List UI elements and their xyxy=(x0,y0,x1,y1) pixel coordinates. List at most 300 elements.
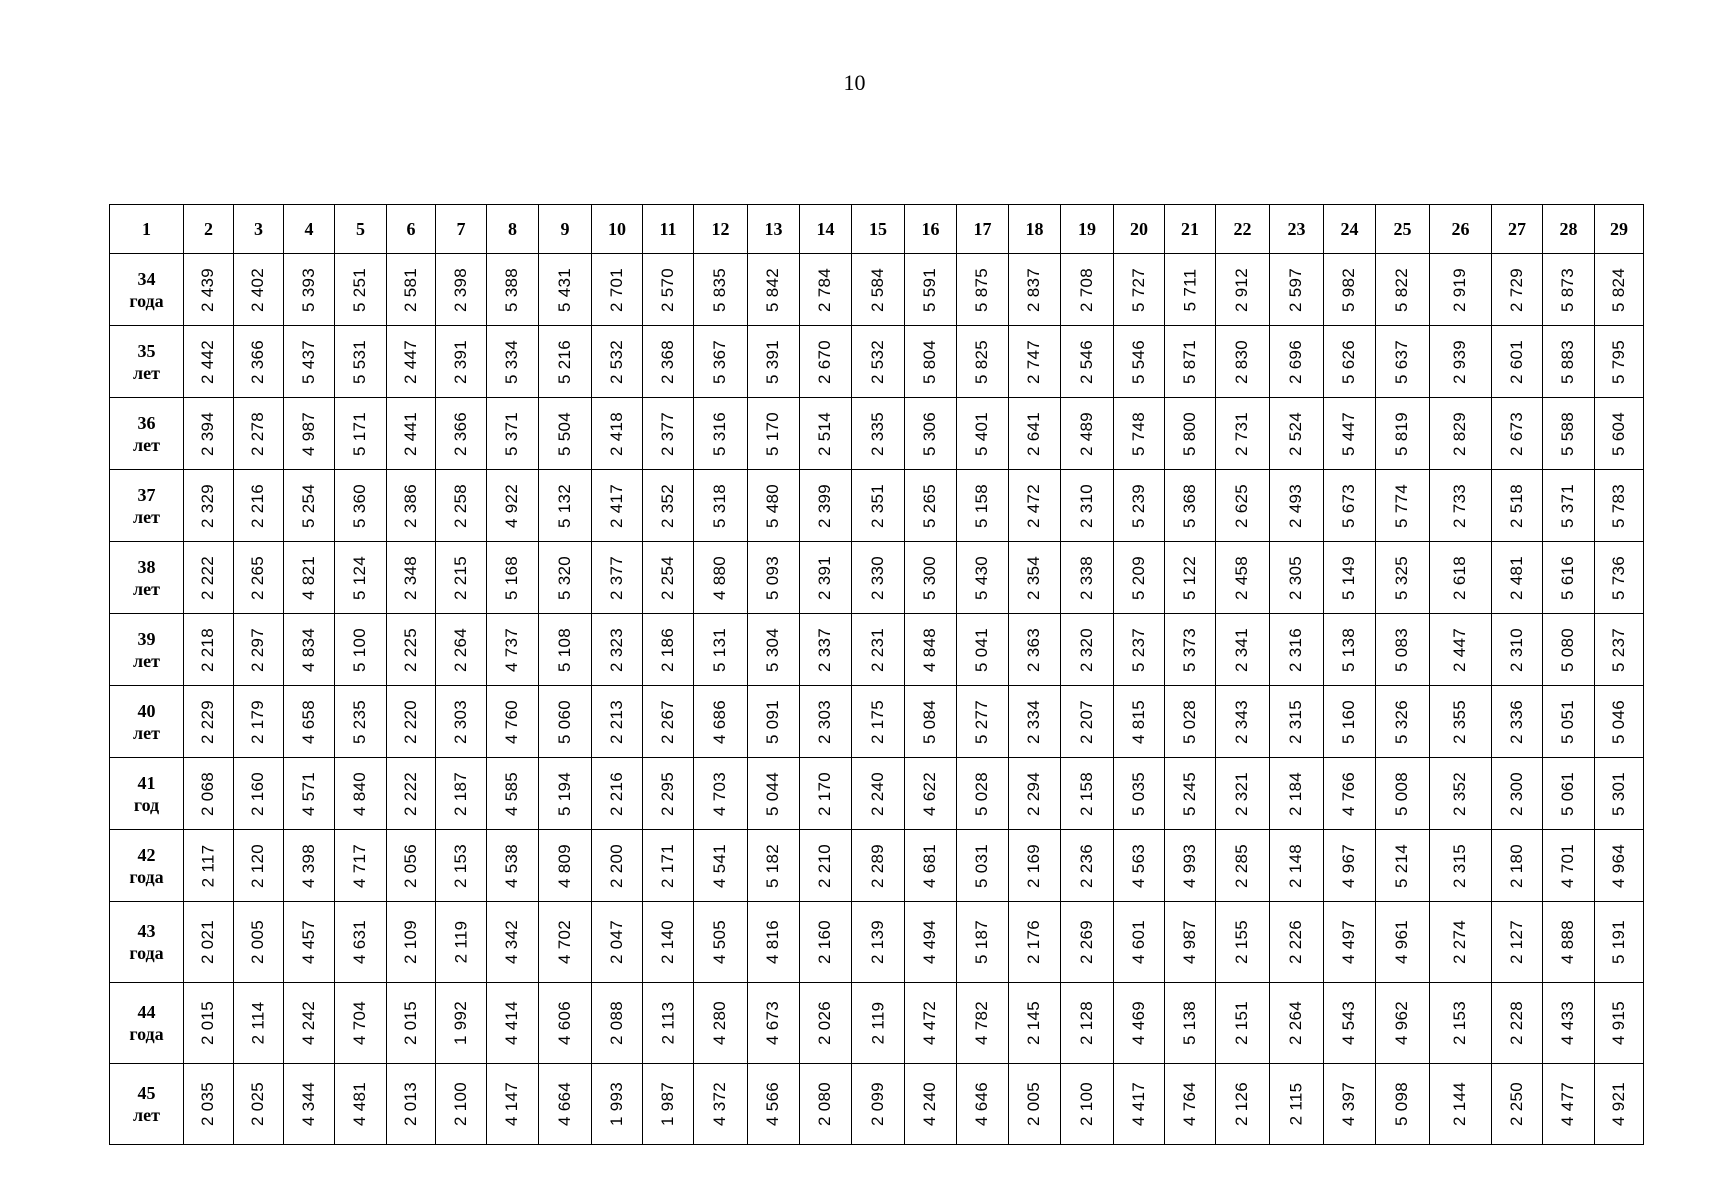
cell-value: 2 294 xyxy=(1024,771,1044,816)
cell-value: 2 126 xyxy=(1232,1081,1252,1127)
age-unit: года xyxy=(129,943,164,963)
cell-value: 2 581 xyxy=(400,267,420,312)
cell-value: 4 704 xyxy=(350,1000,370,1046)
table-cell xyxy=(1270,614,1324,686)
table-cell xyxy=(1430,542,1492,614)
table-cell xyxy=(335,686,387,758)
table-cell xyxy=(1114,902,1165,983)
table-cell xyxy=(1165,326,1216,398)
cell-value: 2 729 xyxy=(1506,267,1526,312)
cell-value: 4 397 xyxy=(1339,1081,1359,1127)
table-cell xyxy=(284,470,335,542)
age-label xyxy=(110,902,184,983)
table-cell xyxy=(1009,398,1061,470)
cell-value: 2 673 xyxy=(1506,411,1526,456)
column-header: 5 xyxy=(335,205,387,254)
cell-value: 4 571 xyxy=(298,771,318,816)
cell-value: 1 987 xyxy=(657,1081,677,1127)
table-cell xyxy=(1595,902,1644,983)
cell-value: 2 258 xyxy=(450,483,470,528)
table-cell xyxy=(1595,614,1644,686)
table-cell xyxy=(1595,398,1644,470)
column-header: 17 xyxy=(957,205,1009,254)
table-cell xyxy=(1430,830,1492,902)
cell-value: 2 200 xyxy=(606,843,626,888)
cell-value: 5 131 xyxy=(710,627,730,672)
table-cell xyxy=(905,398,957,470)
table-cell xyxy=(852,542,905,614)
table-cell xyxy=(1492,830,1543,902)
column-header: 20 xyxy=(1114,205,1165,254)
table-cell xyxy=(852,830,905,902)
cell-value: 4 816 xyxy=(763,919,783,965)
column-header: 9 xyxy=(539,205,592,254)
cell-value: 5 028 xyxy=(1179,699,1199,744)
table-cell xyxy=(1492,1064,1543,1145)
column-header: 16 xyxy=(905,205,957,254)
table-cell xyxy=(1324,686,1376,758)
cell-value: 4 717 xyxy=(350,843,370,888)
table-cell xyxy=(1061,830,1114,902)
cell-value: 2 100 xyxy=(450,1081,470,1127)
table-cell xyxy=(1114,326,1165,398)
table-cell xyxy=(1376,254,1430,326)
cell-value: 5 265 xyxy=(920,483,940,528)
cell-value: 5 093 xyxy=(763,555,783,600)
table-cell xyxy=(1376,983,1430,1064)
cell-value: 5 300 xyxy=(920,555,940,600)
cell-value: 5 060 xyxy=(554,699,574,744)
cell-value: 2 303 xyxy=(815,699,835,744)
table-cell xyxy=(1543,686,1595,758)
cell-value: 2 119 xyxy=(868,1001,887,1045)
cell-value: 4 543 xyxy=(1339,1000,1359,1046)
table-cell xyxy=(1492,326,1543,398)
cell-value: 2 021 xyxy=(198,919,218,965)
table-cell xyxy=(1165,470,1216,542)
table-cell xyxy=(957,398,1009,470)
cell-value: 2 231 xyxy=(867,627,887,672)
table-row xyxy=(110,326,1644,398)
table-cell xyxy=(905,686,957,758)
table-cell xyxy=(957,470,1009,542)
cell-value: 5 673 xyxy=(1339,483,1359,528)
cell-value: 2 784 xyxy=(815,267,835,312)
cell-value: 5 774 xyxy=(1392,483,1412,528)
table-row xyxy=(110,542,1644,614)
cell-value: 2 363 xyxy=(1024,627,1044,672)
cell-value: 2 305 xyxy=(1286,555,1306,600)
cell-value: 2 171 xyxy=(657,843,677,888)
cell-value: 4 915 xyxy=(1608,1000,1628,1046)
cell-value: 2 481 xyxy=(1506,555,1526,600)
table-cell xyxy=(539,686,592,758)
cell-value: 5 035 xyxy=(1128,771,1148,816)
column-header: 24 xyxy=(1324,205,1376,254)
cell-value: 5 214 xyxy=(1392,843,1412,888)
age-label xyxy=(110,398,184,470)
table-cell xyxy=(1165,686,1216,758)
table-cell xyxy=(1543,1064,1595,1145)
cell-value: 5 187 xyxy=(972,919,992,965)
cell-value: 2 295 xyxy=(657,771,677,816)
cell-value: 5 191 xyxy=(1608,919,1628,965)
table-cell xyxy=(1376,1064,1430,1145)
table-cell xyxy=(387,983,436,1064)
table-cell xyxy=(1009,758,1061,830)
table-cell xyxy=(905,254,957,326)
table-cell xyxy=(1492,686,1543,758)
cell-value: 5 132 xyxy=(554,483,574,528)
cell-value: 4 240 xyxy=(920,1081,940,1127)
table-cell xyxy=(643,470,694,542)
table-cell xyxy=(487,1064,539,1145)
cell-value: 5 546 xyxy=(1128,339,1148,384)
cell-value: 2 080 xyxy=(815,1081,835,1127)
cell-value: 2 300 xyxy=(1506,771,1526,816)
cell-value: 2 285 xyxy=(1232,843,1252,888)
cell-value: 5 028 xyxy=(972,771,992,816)
cell-value: 4 840 xyxy=(350,771,370,816)
cell-value: 2 005 xyxy=(248,919,268,965)
cell-value: 5 334 xyxy=(502,339,522,384)
table-cell xyxy=(335,326,387,398)
cell-value: 2 303 xyxy=(450,699,470,744)
table-cell xyxy=(852,983,905,1064)
table-cell xyxy=(184,542,234,614)
cell-value: 4 821 xyxy=(298,555,318,600)
cell-value: 5 388 xyxy=(502,267,522,312)
cell-value: 2 641 xyxy=(1024,411,1044,456)
cell-value: 2 570 xyxy=(657,267,677,312)
cell-value: 2 532 xyxy=(606,339,626,384)
table-cell xyxy=(957,326,1009,398)
table-cell xyxy=(800,902,852,983)
cell-value: 4 242 xyxy=(298,1000,318,1046)
cell-value: 2 278 xyxy=(248,411,268,456)
table-row xyxy=(110,902,1644,983)
table-cell xyxy=(184,830,234,902)
table-cell xyxy=(1376,686,1430,758)
cell-value: 2 493 xyxy=(1286,483,1306,528)
cell-value: 4 606 xyxy=(554,1000,574,1046)
cell-value: 2 128 xyxy=(1076,1000,1096,1046)
table-cell xyxy=(592,983,643,1064)
table-row xyxy=(110,686,1644,758)
cell-value: 2 701 xyxy=(606,267,626,312)
table-cell xyxy=(436,542,487,614)
cell-value: 4 601 xyxy=(1128,919,1148,965)
table-cell xyxy=(1430,614,1492,686)
column-header: 3 xyxy=(234,205,284,254)
table-cell xyxy=(1324,614,1376,686)
cell-value: 2 514 xyxy=(815,411,835,456)
table-cell xyxy=(852,614,905,686)
table-cell xyxy=(1430,1064,1492,1145)
cell-value: 5 325 xyxy=(1392,555,1412,600)
cell-value: 4 815 xyxy=(1128,699,1148,744)
cell-value: 5 825 xyxy=(972,339,992,384)
table-cell xyxy=(539,1064,592,1145)
column-header: 18 xyxy=(1009,205,1061,254)
cell-value: 2 170 xyxy=(815,771,835,816)
cell-value: 4 481 xyxy=(350,1081,370,1127)
table-cell xyxy=(1324,542,1376,614)
table-cell xyxy=(234,398,284,470)
cell-value: 2 213 xyxy=(606,699,626,744)
cell-value: 2 264 xyxy=(1286,1000,1306,1046)
cell-value: 5 170 xyxy=(763,411,783,456)
table-cell xyxy=(1543,902,1595,983)
table-cell xyxy=(1376,902,1430,983)
table-cell xyxy=(957,1064,1009,1145)
table-cell xyxy=(957,614,1009,686)
table-cell xyxy=(539,470,592,542)
table-cell xyxy=(387,1064,436,1145)
age-number: 37 xyxy=(137,484,156,505)
table-cell xyxy=(905,470,957,542)
cell-value: 2 518 xyxy=(1506,483,1526,528)
table-cell xyxy=(1165,830,1216,902)
table-cell xyxy=(1324,902,1376,983)
table-cell xyxy=(539,983,592,1064)
page-number: 10 xyxy=(843,70,866,95)
age-unit: лет xyxy=(133,650,160,671)
cell-value: 4 766 xyxy=(1339,771,1359,816)
table-cell xyxy=(234,326,284,398)
cell-value: 5 160 xyxy=(1339,699,1359,744)
table-cell xyxy=(1376,470,1430,542)
age-label xyxy=(110,542,184,614)
table-cell xyxy=(539,758,592,830)
table-cell xyxy=(284,902,335,983)
table-cell xyxy=(1216,1064,1270,1145)
cell-value: 5 171 xyxy=(350,411,370,456)
age-number: 44 xyxy=(137,1002,156,1022)
cell-value: 5 367 xyxy=(710,339,730,384)
table-cell xyxy=(643,254,694,326)
cell-value: 5 306 xyxy=(920,411,940,456)
cell-value: 2 377 xyxy=(606,555,626,600)
age-number: 42 xyxy=(137,844,156,865)
cell-value: 5 871 xyxy=(1179,339,1199,384)
cell-value: 5 783 xyxy=(1608,483,1628,528)
table-cell xyxy=(284,326,335,398)
cell-value: 2 015 xyxy=(198,1000,218,1046)
table-cell xyxy=(234,686,284,758)
cell-value: 5 237 xyxy=(1608,627,1628,672)
table-cell xyxy=(592,542,643,614)
table-cell xyxy=(694,614,748,686)
cell-value: 2 696 xyxy=(1286,339,1306,384)
cell-value: 2 354 xyxy=(1024,555,1044,600)
table-cell xyxy=(487,470,539,542)
cell-value: 5 748 xyxy=(1128,411,1148,456)
table-cell xyxy=(800,1064,852,1145)
table-cell xyxy=(748,1064,800,1145)
table-cell xyxy=(1009,902,1061,983)
cell-value: 4 469 xyxy=(1128,1000,1148,1046)
cell-value: 4 703 xyxy=(710,771,730,816)
table-cell xyxy=(1009,542,1061,614)
table-cell xyxy=(1492,398,1543,470)
table-cell xyxy=(1492,470,1543,542)
cell-value: 5 254 xyxy=(298,483,318,528)
cell-value: 5 480 xyxy=(763,483,783,528)
cell-value: 4 701 xyxy=(1558,843,1578,888)
table-cell xyxy=(1376,398,1430,470)
cell-value: 2 601 xyxy=(1506,339,1526,384)
table-cell xyxy=(1061,614,1114,686)
table-cell xyxy=(1595,758,1644,830)
table-cell xyxy=(1595,542,1644,614)
table-cell xyxy=(387,758,436,830)
table-cell xyxy=(1114,254,1165,326)
cell-value: 5 149 xyxy=(1339,555,1359,600)
cell-value: 4 702 xyxy=(554,919,574,965)
cell-value: 2 341 xyxy=(1232,627,1252,672)
salary-table xyxy=(109,204,1644,1145)
table-cell xyxy=(643,326,694,398)
table-cell xyxy=(643,398,694,470)
table-cell xyxy=(1114,398,1165,470)
table-cell xyxy=(1061,902,1114,983)
cell-value: 5 051 xyxy=(1558,699,1578,744)
table-cell xyxy=(1595,830,1644,902)
table-cell xyxy=(387,326,436,398)
cell-value: 5 822 xyxy=(1392,267,1412,312)
cell-value: 4 673 xyxy=(763,1000,783,1046)
cell-value: 2 216 xyxy=(606,771,626,816)
cell-value: 2 352 xyxy=(1450,771,1470,816)
cell-value: 5 251 xyxy=(350,267,370,312)
age-number: 34 xyxy=(137,268,156,289)
table-cell xyxy=(1543,983,1595,1064)
cell-value: 5 237 xyxy=(1128,627,1148,672)
cell-value: 2 323 xyxy=(606,627,626,672)
cell-value: 5 804 xyxy=(920,339,940,384)
cell-value: 2 216 xyxy=(248,483,268,528)
cell-value: 5 360 xyxy=(350,483,370,528)
table-cell xyxy=(643,983,694,1064)
cell-value: 5 168 xyxy=(502,555,522,600)
cell-value: 4 372 xyxy=(710,1081,730,1127)
table-cell xyxy=(234,542,284,614)
table-cell xyxy=(852,470,905,542)
table-cell xyxy=(748,398,800,470)
cell-value: 2 447 xyxy=(1450,627,1470,672)
table-cell xyxy=(184,326,234,398)
table-cell xyxy=(335,758,387,830)
table-cell xyxy=(335,902,387,983)
table-cell xyxy=(184,254,234,326)
cell-value: 5 819 xyxy=(1392,411,1412,456)
cell-value: 2 912 xyxy=(1232,267,1252,312)
cell-value: 2 114 xyxy=(248,1001,268,1045)
table-cell xyxy=(284,758,335,830)
column-header: 10 xyxy=(592,205,643,254)
cell-value: 5 277 xyxy=(972,699,992,744)
table-cell xyxy=(800,398,852,470)
table-cell xyxy=(335,398,387,470)
cell-value: 5 138 xyxy=(1339,627,1359,672)
table-cell xyxy=(694,1064,748,1145)
cell-value: 5 061 xyxy=(1558,771,1578,816)
cell-value: 2 117 xyxy=(198,844,218,887)
cell-value: 2 153 xyxy=(1450,1000,1470,1046)
table-cell xyxy=(1009,470,1061,542)
age-number: 43 xyxy=(137,921,156,941)
cell-value: 2 229 xyxy=(198,699,218,744)
column-header: 1 xyxy=(110,205,184,254)
table-cell xyxy=(387,830,436,902)
cell-value: 2 618 xyxy=(1450,555,1470,600)
cell-value: 4 961 xyxy=(1392,919,1412,965)
table-cell xyxy=(184,902,234,983)
table-cell xyxy=(436,326,487,398)
table-cell xyxy=(905,758,957,830)
cell-value: 2 418 xyxy=(606,411,626,456)
cell-value: 2 320 xyxy=(1076,627,1096,672)
age-label xyxy=(110,758,184,830)
cell-value: 2 151 xyxy=(1232,1000,1252,1046)
cell-value: 2 310 xyxy=(1076,483,1096,528)
cell-value: 5 182 xyxy=(763,843,783,888)
table-cell xyxy=(1595,1064,1644,1145)
table-cell xyxy=(1324,758,1376,830)
table-cell xyxy=(748,686,800,758)
cell-value: 5 531 xyxy=(350,339,370,384)
cell-value: 2 184 xyxy=(1286,771,1306,816)
table-cell xyxy=(1270,1064,1324,1145)
table-cell xyxy=(800,830,852,902)
table-cell xyxy=(1114,983,1165,1064)
age-label xyxy=(110,326,184,398)
cell-value: 2 335 xyxy=(867,411,887,456)
table-cell xyxy=(905,1064,957,1145)
table-cell xyxy=(184,398,234,470)
cell-value: 4 494 xyxy=(920,919,940,965)
cell-value: 5 138 xyxy=(1179,1000,1199,1046)
table-cell xyxy=(1061,326,1114,398)
cell-value: 4 888 xyxy=(1558,919,1578,965)
table-cell xyxy=(1324,326,1376,398)
cell-value: 5 391 xyxy=(763,339,783,384)
column-header: 19 xyxy=(1061,205,1114,254)
cell-value: 4 964 xyxy=(1608,843,1628,888)
cell-value: 4 566 xyxy=(763,1081,783,1127)
table-cell xyxy=(694,254,748,326)
table-row xyxy=(110,983,1644,1064)
cell-value: 5 873 xyxy=(1558,267,1578,312)
cell-value: 2 210 xyxy=(815,843,835,888)
cell-value: 2 348 xyxy=(400,555,420,600)
cell-value: 2 148 xyxy=(1286,843,1306,888)
table-cell xyxy=(436,398,487,470)
table-cell xyxy=(957,542,1009,614)
age-unit: лет xyxy=(133,722,160,743)
cell-value: 2 670 xyxy=(815,339,835,384)
table-cell xyxy=(905,983,957,1064)
table-cell xyxy=(284,1064,335,1145)
table-cell xyxy=(592,470,643,542)
cell-value: 2 321 xyxy=(1232,771,1252,816)
table-cell xyxy=(1165,614,1216,686)
cell-value: 2 120 xyxy=(248,843,268,888)
age-label xyxy=(110,686,184,758)
cell-value: 2 220 xyxy=(400,699,420,744)
cell-value: 4 433 xyxy=(1558,1000,1578,1046)
